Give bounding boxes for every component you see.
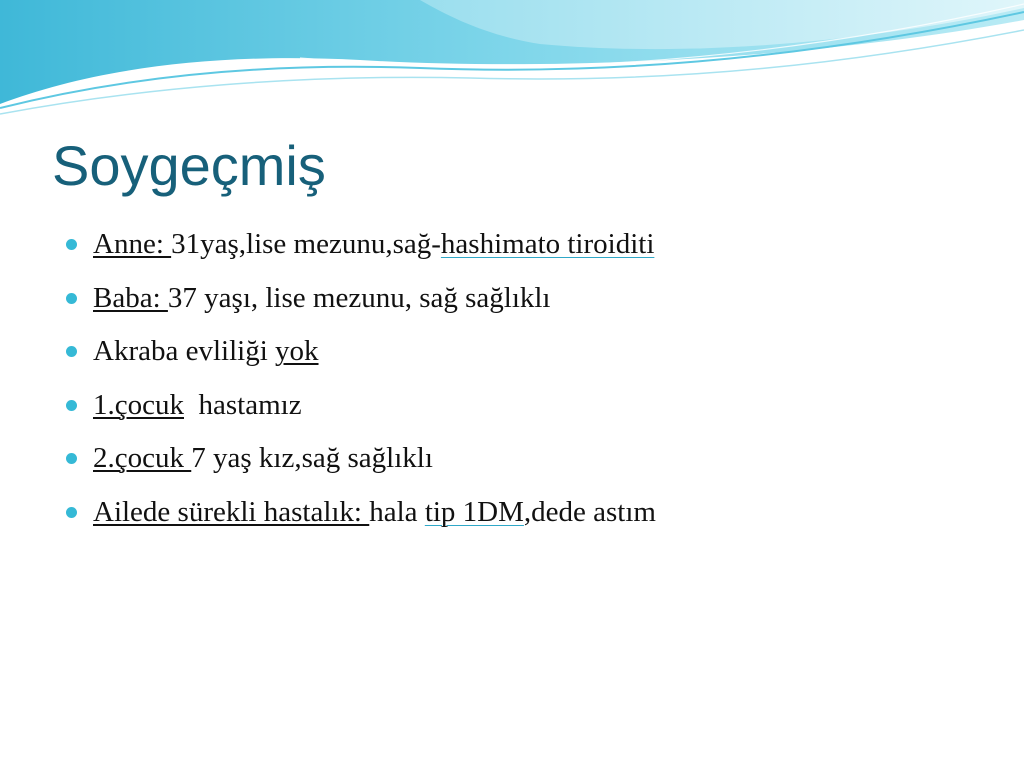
bullet-item <box>66 383 656 437</box>
bullet-dot-icon <box>66 453 77 464</box>
bullet-dot-icon <box>66 400 77 411</box>
header-wave-decoration <box>0 0 1024 130</box>
bullet-item <box>66 222 656 276</box>
bullet-dot-icon <box>66 293 77 304</box>
bullet-text-segment: tip 1DM <box>424 495 524 528</box>
bullet-dot-icon <box>66 239 77 250</box>
bullet-item <box>66 490 656 544</box>
bullet-text-segment: Anne: <box>93 228 172 260</box>
bullet-dot-icon <box>66 346 77 357</box>
bullet-text-segment: ,dede astım <box>523 495 656 528</box>
bullet-item <box>66 276 656 330</box>
bullet-text-segment: 31yaş,lise mezunu,sağ- <box>171 228 441 260</box>
bullet-text-segment: 1.çocuk <box>93 388 184 421</box>
bullet-text-segment: yok <box>275 335 319 367</box>
bullet-text-segment: Ailede sürekli hastalık: <box>93 495 370 528</box>
bullet-text-segment: 2.çocuk <box>93 442 192 474</box>
slide-title: Soygeçmiş <box>52 134 326 197</box>
bullet-dot-icon <box>66 507 77 518</box>
bullet-text-segment: hala <box>369 495 425 528</box>
bullet-text-segment: 7 yaş kız,sağ sağlıklı <box>191 442 433 474</box>
bullet-text-segment: Akraba evliliği <box>93 335 276 367</box>
bullet-item <box>66 436 656 490</box>
bullet-text-segment: Baba: <box>93 281 168 314</box>
bullet-text-segment: hastamız <box>184 388 302 421</box>
bullet-list <box>66 222 656 543</box>
bullet-item <box>66 329 656 383</box>
bullet-text-segment: hashimato tiroiditi <box>440 228 655 260</box>
bullet-text-segment: 37 yaşı, lise mezunu, sağ sağlıklı <box>167 281 551 314</box>
